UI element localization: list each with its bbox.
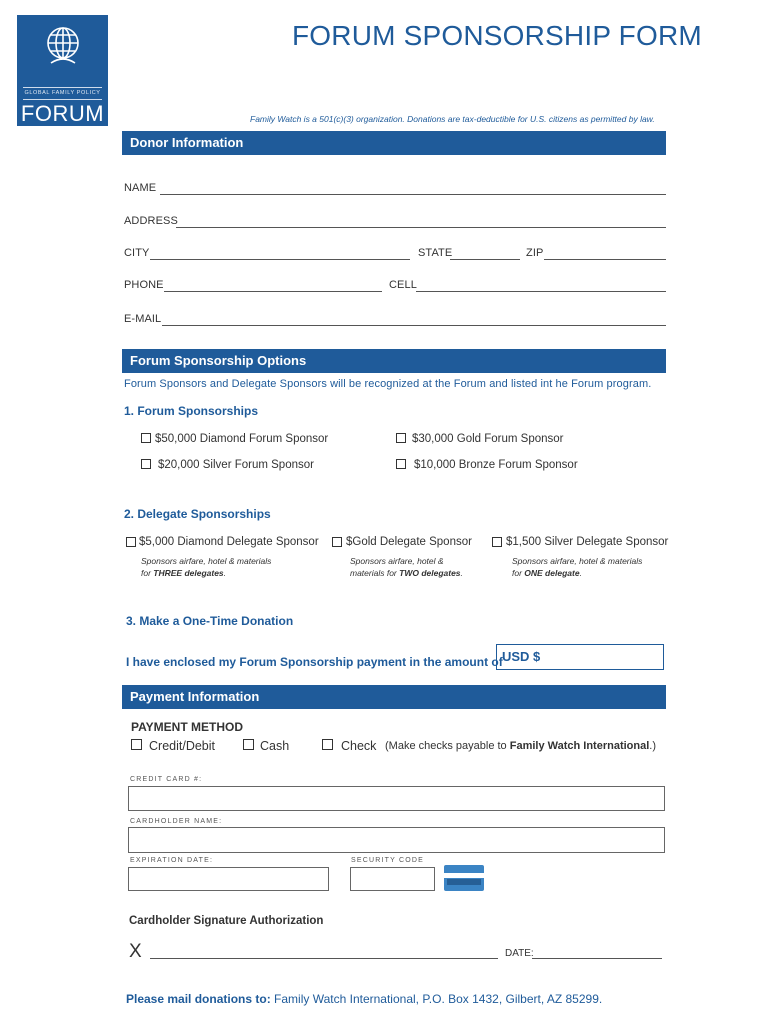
signature-title: Cardholder Signature Authorization	[129, 915, 324, 927]
usd-amount-input[interactable]: USD $	[496, 644, 664, 670]
state-label: STATE	[418, 247, 453, 259]
globe-icon	[45, 25, 81, 69]
cash-checkbox[interactable]	[243, 739, 254, 750]
options-section-header: Forum Sponsorship Options	[122, 349, 666, 373]
bronze-forum-label: $10,000 Bronze Forum Sponsor	[414, 459, 578, 471]
diamond-forum-checkbox[interactable]	[141, 433, 151, 443]
city-label: CITY	[124, 247, 150, 259]
address-label: ADDRESS	[124, 215, 178, 227]
gold-forum-label: $30,000 Gold Forum Sponsor	[412, 433, 564, 445]
bronze-forum-checkbox[interactable]	[396, 459, 406, 469]
forum-sponsorships-title: 1. Forum Sponsorships	[124, 404, 259, 418]
check-label: Check	[341, 739, 377, 753]
check-payable-note: (Make checks payable to Family Watch International.)	[385, 740, 657, 752]
security-code-input[interactable]	[350, 867, 435, 891]
name-field[interactable]	[160, 194, 666, 195]
check-checkbox[interactable]	[322, 739, 333, 750]
silver-delegate-desc: Sponsors airfare, hotel & materials for ONE delegate.	[512, 556, 643, 578]
forum-logo	[17, 15, 108, 126]
payment-section-header: Payment Information	[122, 685, 666, 709]
donor-section-header: Donor Information	[122, 131, 666, 155]
cardholder-name-input[interactable]	[128, 827, 665, 853]
expiration-date-input[interactable]	[128, 867, 329, 891]
gold-delegate-desc: Sponsors airfare, hotel & materials for TWO delegates.	[350, 556, 463, 578]
credit-debit-label: Credit/Debit	[149, 739, 215, 753]
name-label: NAME	[124, 182, 157, 194]
email-label: E-MAIL	[124, 313, 162, 325]
logo-org-line: GLOBAL FAMILY POLICY	[24, 90, 101, 96]
date-field[interactable]	[532, 958, 662, 959]
silver-forum-label: $20,000 Silver Forum Sponsor	[158, 459, 314, 471]
diamond-delegate-label: $5,000 Diamond Delegate Sponsor	[139, 536, 319, 548]
credit-card-label: CREDIT CARD #:	[130, 776, 203, 783]
options-intro: Forum Sponsors and Delegate Sponsors will be recognized at the Forum and listed int he Forum program.	[124, 378, 652, 390]
security-code-label: SECURITY CODE	[351, 857, 425, 864]
delegate-sponsorships-title: 2. Delegate Sponsorships	[124, 507, 271, 521]
one-time-donation-title: 3. Make a One-Time Donation	[126, 614, 294, 628]
city-field[interactable]	[150, 259, 410, 260]
phone-label: PHONE	[124, 279, 164, 291]
signature-field[interactable]	[150, 958, 498, 959]
logo-word: FORUM	[20, 101, 105, 126]
diamond-delegate-desc: Sponsors airfare, hotel & materials for THREE delegates.	[141, 556, 272, 578]
cell-field[interactable]	[416, 291, 666, 292]
credit-card-input[interactable]	[128, 786, 665, 811]
page-title: FORUM SPONSORSHIP FORM	[292, 20, 702, 51]
email-field[interactable]	[162, 325, 666, 326]
diamond-forum-label: $50,000 Diamond Forum Sponsor	[155, 433, 329, 445]
mail-instructions	[126, 992, 602, 1006]
gold-delegate-label: $Gold Delegate Sponsor	[346, 536, 472, 548]
zip-label: ZIP	[526, 247, 544, 259]
expiration-date-label: EXPIRATION DATE:	[130, 857, 214, 864]
state-field[interactable]	[450, 259, 520, 260]
payment-method-label: PAYMENT METHOD	[131, 720, 244, 734]
mail-address: Family Watch International, P.O. Box 1432, Gilbert, AZ 85299.	[274, 992, 603, 1006]
date-label: DATE:	[505, 948, 534, 959]
gold-forum-checkbox[interactable]	[396, 433, 406, 443]
gold-delegate-checkbox[interactable]	[332, 537, 342, 547]
silver-forum-checkbox[interactable]	[141, 459, 151, 469]
phone-field[interactable]	[164, 291, 382, 292]
diamond-delegate-checkbox[interactable]	[126, 537, 136, 547]
cardholder-name-label: CARDHOLDER NAME:	[130, 818, 223, 825]
credit-card-icon	[444, 865, 484, 891]
logo-rule	[23, 87, 102, 88]
address-field[interactable]	[176, 227, 666, 228]
zip-field[interactable]	[544, 259, 666, 260]
enclosed-amount-text: I have enclosed my Forum Sponsorship payment in the amount of	[126, 655, 503, 669]
cell-label: CELL	[389, 279, 417, 291]
silver-delegate-label: $1,500 Silver Delegate Sponsor	[506, 536, 669, 548]
signature-x: X	[129, 941, 142, 962]
cash-label: Cash	[260, 739, 290, 753]
credit-debit-checkbox[interactable]	[131, 739, 142, 750]
silver-delegate-checkbox[interactable]	[492, 537, 502, 547]
tax-note: Family Watch is a 501(c)(3) organization. Donations are tax-deductible for U.S. citizens as permitted by law.	[250, 114, 655, 124]
mail-lead: Please mail donations to:	[126, 992, 271, 1006]
logo-rule	[23, 99, 102, 100]
